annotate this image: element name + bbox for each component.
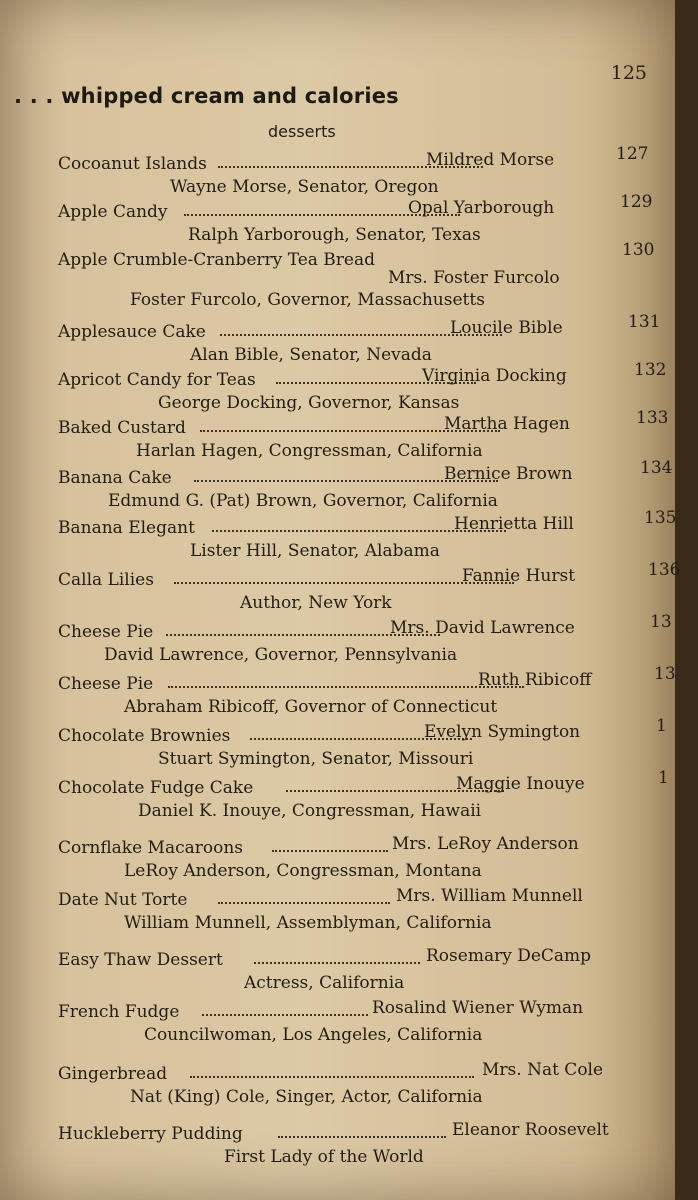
recipe-entry [58, 144, 698, 202]
recipe-entry [58, 834, 698, 886]
contributor-name: Evelyn Symington [424, 722, 581, 742]
recipe-line [58, 1060, 698, 1084]
recipe-line [58, 1120, 698, 1144]
contributor-title: Stuart Symington, Senator, Missouri [158, 749, 474, 769]
recipe-entry [58, 560, 698, 618]
section-title: desserts [268, 122, 336, 141]
recipe-page-number: 130 [622, 240, 655, 260]
recipe-entry [58, 1060, 698, 1112]
recipe-line [58, 360, 698, 390]
recipe-entry [58, 458, 698, 516]
recipe-name: Cheese Pie [58, 622, 154, 642]
recipe-line [58, 240, 698, 288]
contributor-name: Mildred Morse [426, 150, 555, 170]
recipe-page-number: 13 [654, 664, 676, 684]
recipe-entry [58, 360, 698, 418]
recipe-name: Baked Custard [58, 418, 186, 438]
contributor-title: Ralph Yarborough, Senator, Texas [188, 225, 481, 245]
contributor-name: Mrs. William Munnell [396, 886, 583, 906]
recipe-name: Cheese Pie [58, 674, 154, 694]
contributor-title: Lister Hill, Senator, Alabama [190, 541, 440, 561]
contributor-name: Rosemary DeCamp [426, 946, 592, 966]
contributor-name: Bernice Brown [444, 464, 573, 484]
recipe-entry [58, 508, 698, 566]
recipe-line [58, 998, 698, 1022]
contributor-name: Loucile Bible [450, 318, 563, 338]
contributor-title: Harlan Hagen, Congressman, California [136, 441, 483, 461]
recipe-name: Gingerbread [58, 1064, 168, 1084]
dot-leader [190, 1076, 474, 1078]
chapter-title: . . . whipped cream and calories [14, 84, 399, 108]
contributor-title: Wayne Morse, Senator, Oregon [170, 177, 439, 197]
contributor-name: Ruth Ribicoff [478, 670, 592, 690]
recipe-entry [58, 312, 698, 370]
recipe-line [58, 716, 698, 746]
contributor-title: Author, New York [240, 593, 392, 613]
contributor-title: Actress, California [244, 973, 405, 993]
page-number: 125 [610, 62, 647, 84]
recipe-name: Banana Elegant [58, 518, 195, 538]
recipe-name: Apricot Candy for Teas [58, 370, 256, 390]
recipe-line [58, 946, 698, 970]
contributor-name: Virginia Docking [422, 366, 567, 386]
recipe-name: Huckleberry Pudding [58, 1124, 243, 1144]
contributor-name: Rosalind Wiener Wyman [372, 998, 584, 1018]
dot-leader [218, 902, 390, 904]
contributor-title: Edmund G. (Pat) Brown, Governor, California [108, 491, 498, 511]
recipe-page-number: 129 [620, 192, 653, 212]
recipe-name: Cocoanut Islands [58, 154, 207, 174]
recipe-name: Cornflake Macaroons [58, 838, 244, 858]
contributor-title: LeRoy Anderson, Congressman, Montana [124, 861, 482, 881]
recipe-name: Calla Lilies [58, 570, 154, 590]
dot-leader [272, 850, 388, 852]
recipe-line [58, 834, 698, 858]
contributor-title: Daniel K. Inouye, Congressman, Hawaii [138, 801, 482, 821]
dot-leader [202, 1014, 368, 1016]
recipe-line [58, 192, 698, 222]
recipe-name: Applesauce Cake [58, 322, 206, 342]
recipe-entry [58, 192, 698, 250]
recipe-entry [58, 664, 698, 722]
recipe-line [58, 408, 698, 438]
contributor-name: Mrs. LeRoy Anderson [392, 834, 579, 854]
contributor-name: Martha Hagen [444, 414, 570, 434]
recipe-name: Chocolate Brownies [58, 726, 231, 746]
recipe-page-number: 136 [648, 560, 681, 580]
contributor-title: George Docking, Governor, Kansas [158, 393, 460, 413]
recipe-page-number: 132 [634, 360, 667, 380]
contributor-name: Eleanor Roosevelt [452, 1120, 609, 1140]
recipe-page-number: 1 [658, 768, 669, 788]
contributor-name: Mrs. David Lawrence [390, 618, 575, 638]
recipe-name: Apple Crumble-Cranberry Tea Bread [58, 250, 376, 270]
contributor-title: Alan Bible, Senator, Nevada [190, 345, 432, 365]
dot-leader [254, 962, 420, 964]
recipe-page-number: 1 [656, 716, 667, 736]
contributor-name: Henrietta Hill [454, 514, 574, 534]
contributor-title: Nat (King) Cole, Singer, Actor, California [130, 1087, 483, 1107]
recipe-line [58, 312, 698, 342]
recipe-line [58, 612, 698, 642]
contributor-title: First Lady of the World [224, 1147, 424, 1167]
recipe-entry [58, 946, 698, 998]
recipe-entry [58, 408, 698, 466]
recipe-entry [58, 998, 698, 1050]
recipe-line [58, 768, 698, 798]
recipe-entry [58, 716, 698, 774]
recipe-line [58, 664, 698, 694]
recipe-name: Banana Cake [58, 468, 172, 488]
contributor-name: Fannie Hurst [462, 566, 576, 586]
recipe-line [58, 560, 698, 590]
dot-leader [278, 1136, 446, 1138]
contributor-title: Foster Furcolo, Governor, Massachusetts [130, 290, 485, 310]
recipe-entry [58, 768, 698, 826]
contributor-name: Mrs. Foster Furcolo [388, 268, 560, 288]
recipe-page-number: 135 [644, 508, 677, 528]
contributor-name: Opal Yarborough [408, 198, 555, 218]
contributor-name: Maggie Inouye [456, 774, 585, 794]
recipe-entry [58, 886, 698, 938]
recipe-line [58, 886, 698, 910]
recipe-page-number: 13 [650, 612, 672, 632]
recipe-page-number: 134 [640, 458, 673, 478]
recipe-entry [58, 612, 698, 670]
recipe-line [58, 144, 698, 174]
contributor-name: Mrs. Nat Cole [482, 1060, 604, 1080]
contributor-title: William Munnell, Assemblyman, California [124, 913, 492, 933]
recipe-entry [58, 240, 698, 310]
recipe-page-number: 131 [628, 312, 661, 332]
recipe-name: Apple Candy [58, 202, 168, 222]
recipe-page-number: 133 [636, 408, 669, 428]
recipe-name: Easy Thaw Dessert [58, 950, 223, 970]
recipe-page-number: 127 [616, 144, 649, 164]
recipe-line [58, 508, 698, 538]
contributor-title: Abraham Ribicoff, Governor of Connecticut [124, 697, 498, 717]
recipe-name: Chocolate Fudge Cake [58, 778, 254, 798]
recipe-name: French Fudge [58, 1002, 180, 1022]
recipe-name: Date Nut Torte [58, 890, 188, 910]
recipe-line [58, 458, 698, 488]
dot-leader [168, 686, 524, 688]
contributor-title: Councilwoman, Los Angeles, California [144, 1025, 483, 1045]
contributor-title: David Lawrence, Governor, Pennsylvania [104, 645, 458, 665]
recipe-entry [58, 1120, 698, 1172]
